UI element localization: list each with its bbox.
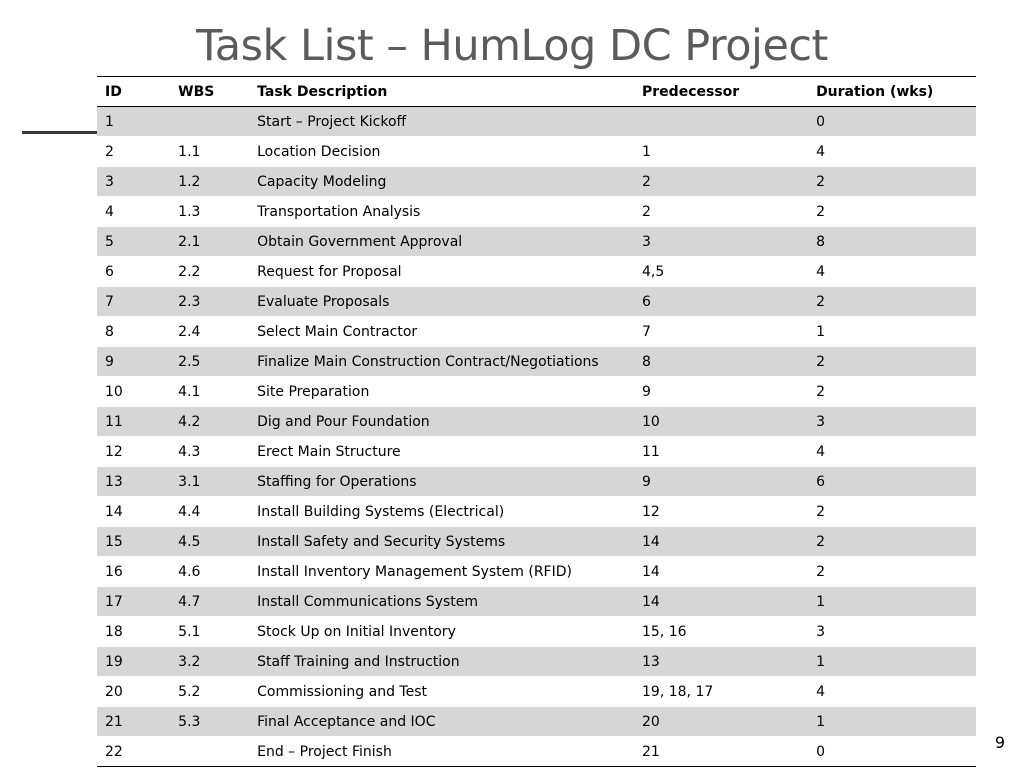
cell-duration: 2 — [808, 377, 976, 407]
cell-duration: 1 — [808, 707, 976, 737]
cell-duration: 1 — [808, 587, 976, 617]
table-body — [97, 107, 976, 767]
header-wbs: WBS — [170, 77, 249, 107]
cell-wbs — [170, 737, 249, 767]
cell-duration: 2 — [808, 167, 976, 197]
cell-predecessor: 14 — [634, 557, 808, 587]
page-number: 9 — [994, 733, 1006, 752]
table-row — [97, 437, 976, 467]
table-row — [97, 227, 976, 257]
cell-id: 6 — [97, 257, 170, 287]
cell-duration: 2 — [808, 557, 976, 587]
cell-wbs: 1.3 — [170, 197, 249, 227]
cell-duration: 0 — [808, 737, 976, 767]
cell-wbs: 5.1 — [170, 617, 249, 647]
cell-wbs: 1.1 — [170, 137, 249, 167]
cell-wbs: 4.4 — [170, 497, 249, 527]
cell-id: 20 — [97, 677, 170, 707]
cell-description: Install Building Systems (Electrical) — [249, 497, 634, 527]
cell-wbs: 5.2 — [170, 677, 249, 707]
cell-predecessor: 21 — [634, 737, 808, 767]
table-row — [97, 347, 976, 377]
cell-id: 19 — [97, 647, 170, 677]
cell-predecessor: 4,5 — [634, 257, 808, 287]
cell-predecessor: 6 — [634, 287, 808, 317]
cell-predecessor: 2 — [634, 167, 808, 197]
cell-duration: 1 — [808, 647, 976, 677]
cell-wbs: 2.4 — [170, 317, 249, 347]
cell-wbs: 2.5 — [170, 347, 249, 377]
cell-id: 22 — [97, 737, 170, 767]
cell-duration: 4 — [808, 437, 976, 467]
cell-description: Install Communications System — [249, 587, 634, 617]
cell-id: 9 — [97, 347, 170, 377]
cell-duration: 3 — [808, 407, 976, 437]
cell-wbs: 4.6 — [170, 557, 249, 587]
cell-wbs: 4.3 — [170, 437, 249, 467]
cell-description: Site Preparation — [249, 377, 634, 407]
cell-id: 5 — [97, 227, 170, 257]
cell-description: Obtain Government Approval — [249, 227, 634, 257]
cell-description: Stock Up on Initial Inventory — [249, 617, 634, 647]
cell-description: Final Acceptance and IOC — [249, 707, 634, 737]
cell-description: Dig and Pour Foundation — [249, 407, 634, 437]
cell-predecessor: 15, 16 — [634, 617, 808, 647]
cell-wbs: 4.7 — [170, 587, 249, 617]
cell-description: Install Inventory Management System (RFID) — [249, 557, 634, 587]
cell-predecessor — [634, 107, 808, 137]
cell-description: Start – Project Kickoff — [249, 107, 634, 137]
table-row — [97, 467, 976, 497]
cell-predecessor: 12 — [634, 497, 808, 527]
cell-description: Capacity Modeling — [249, 167, 634, 197]
cell-predecessor: 2 — [634, 197, 808, 227]
cell-wbs: 2.1 — [170, 227, 249, 257]
cell-predecessor: 9 — [634, 377, 808, 407]
cell-id: 15 — [97, 527, 170, 557]
cell-id: 3 — [97, 167, 170, 197]
cell-description: End – Project Finish — [249, 737, 634, 767]
cell-wbs: 1.2 — [170, 167, 249, 197]
cell-id: 21 — [97, 707, 170, 737]
cell-id: 11 — [97, 407, 170, 437]
table-row — [97, 317, 976, 347]
cell-description: Install Safety and Security Systems — [249, 527, 634, 557]
cell-wbs: 2.2 — [170, 257, 249, 287]
table-row — [97, 497, 976, 527]
cell-id: 8 — [97, 317, 170, 347]
table-row — [97, 407, 976, 437]
header-row — [97, 77, 976, 107]
header-predecessor: Predecessor — [634, 77, 808, 107]
table-row — [97, 737, 976, 767]
cell-description: Select Main Contractor — [249, 317, 634, 347]
cell-duration: 2 — [808, 347, 976, 377]
cell-wbs: 4.5 — [170, 527, 249, 557]
cell-duration: 2 — [808, 497, 976, 527]
cell-duration: 8 — [808, 227, 976, 257]
cell-description: Finalize Main Construction Contract/Negotiations — [249, 347, 634, 377]
table-row — [97, 107, 976, 137]
cell-predecessor: 10 — [634, 407, 808, 437]
cell-wbs: 4.2 — [170, 407, 249, 437]
cell-duration: 6 — [808, 467, 976, 497]
cell-id: 13 — [97, 467, 170, 497]
cell-duration: 4 — [808, 677, 976, 707]
cell-id: 14 — [97, 497, 170, 527]
cell-predecessor: 3 — [634, 227, 808, 257]
cell-predecessor: 20 — [634, 707, 808, 737]
cell-wbs: 5.3 — [170, 707, 249, 737]
cell-duration: 4 — [808, 257, 976, 287]
cell-id: 10 — [97, 377, 170, 407]
task-list-table — [97, 76, 976, 767]
cell-duration: 2 — [808, 197, 976, 227]
cell-wbs: 3.1 — [170, 467, 249, 497]
cell-id: 12 — [97, 437, 170, 467]
table-row — [97, 617, 976, 647]
slide-title: Task List – HumLog DC Project — [196, 21, 828, 71]
cell-predecessor: 7 — [634, 317, 808, 347]
table-header — [97, 77, 976, 107]
cell-duration: 0 — [808, 107, 976, 137]
cell-description: Transportation Analysis — [249, 197, 634, 227]
cell-wbs — [170, 107, 249, 137]
cell-description: Evaluate Proposals — [249, 287, 634, 317]
table-row — [97, 587, 976, 617]
cell-id: 18 — [97, 617, 170, 647]
table-row — [97, 257, 976, 287]
cell-id: 1 — [97, 107, 170, 137]
accent-line — [22, 131, 98, 134]
cell-predecessor: 14 — [634, 527, 808, 557]
table-row — [97, 527, 976, 557]
header-description: Task Description — [249, 77, 634, 107]
cell-description: Request for Proposal — [249, 257, 634, 287]
cell-duration: 2 — [808, 527, 976, 557]
cell-duration: 3 — [808, 617, 976, 647]
cell-predecessor: 13 — [634, 647, 808, 677]
table-row — [97, 137, 976, 167]
cell-duration: 2 — [808, 287, 976, 317]
cell-duration: 1 — [808, 317, 976, 347]
table-row — [97, 707, 976, 737]
cell-description: Erect Main Structure — [249, 437, 634, 467]
cell-id: 16 — [97, 557, 170, 587]
cell-description: Staffing for Operations — [249, 467, 634, 497]
cell-predecessor: 9 — [634, 467, 808, 497]
cell-duration: 4 — [808, 137, 976, 167]
cell-id: 7 — [97, 287, 170, 317]
cell-id: 4 — [97, 197, 170, 227]
header-id: ID — [97, 77, 170, 107]
table-row — [97, 557, 976, 587]
cell-predecessor: 19, 18, 17 — [634, 677, 808, 707]
cell-description: Commissioning and Test — [249, 677, 634, 707]
cell-predecessor: 11 — [634, 437, 808, 467]
cell-wbs: 2.3 — [170, 287, 249, 317]
cell-description: Staff Training and Instruction — [249, 647, 634, 677]
table-row — [97, 197, 976, 227]
cell-predecessor: 1 — [634, 137, 808, 167]
table-row — [97, 377, 976, 407]
cell-wbs: 3.2 — [170, 647, 249, 677]
header-duration: Duration (wks) — [808, 77, 976, 107]
cell-id: 17 — [97, 587, 170, 617]
table-row — [97, 167, 976, 197]
cell-predecessor: 14 — [634, 587, 808, 617]
cell-description: Location Decision — [249, 137, 634, 167]
cell-id: 2 — [97, 137, 170, 167]
table-row — [97, 647, 976, 677]
table-row — [97, 287, 976, 317]
cell-predecessor: 8 — [634, 347, 808, 377]
table-row — [97, 677, 976, 707]
cell-wbs: 4.1 — [170, 377, 249, 407]
